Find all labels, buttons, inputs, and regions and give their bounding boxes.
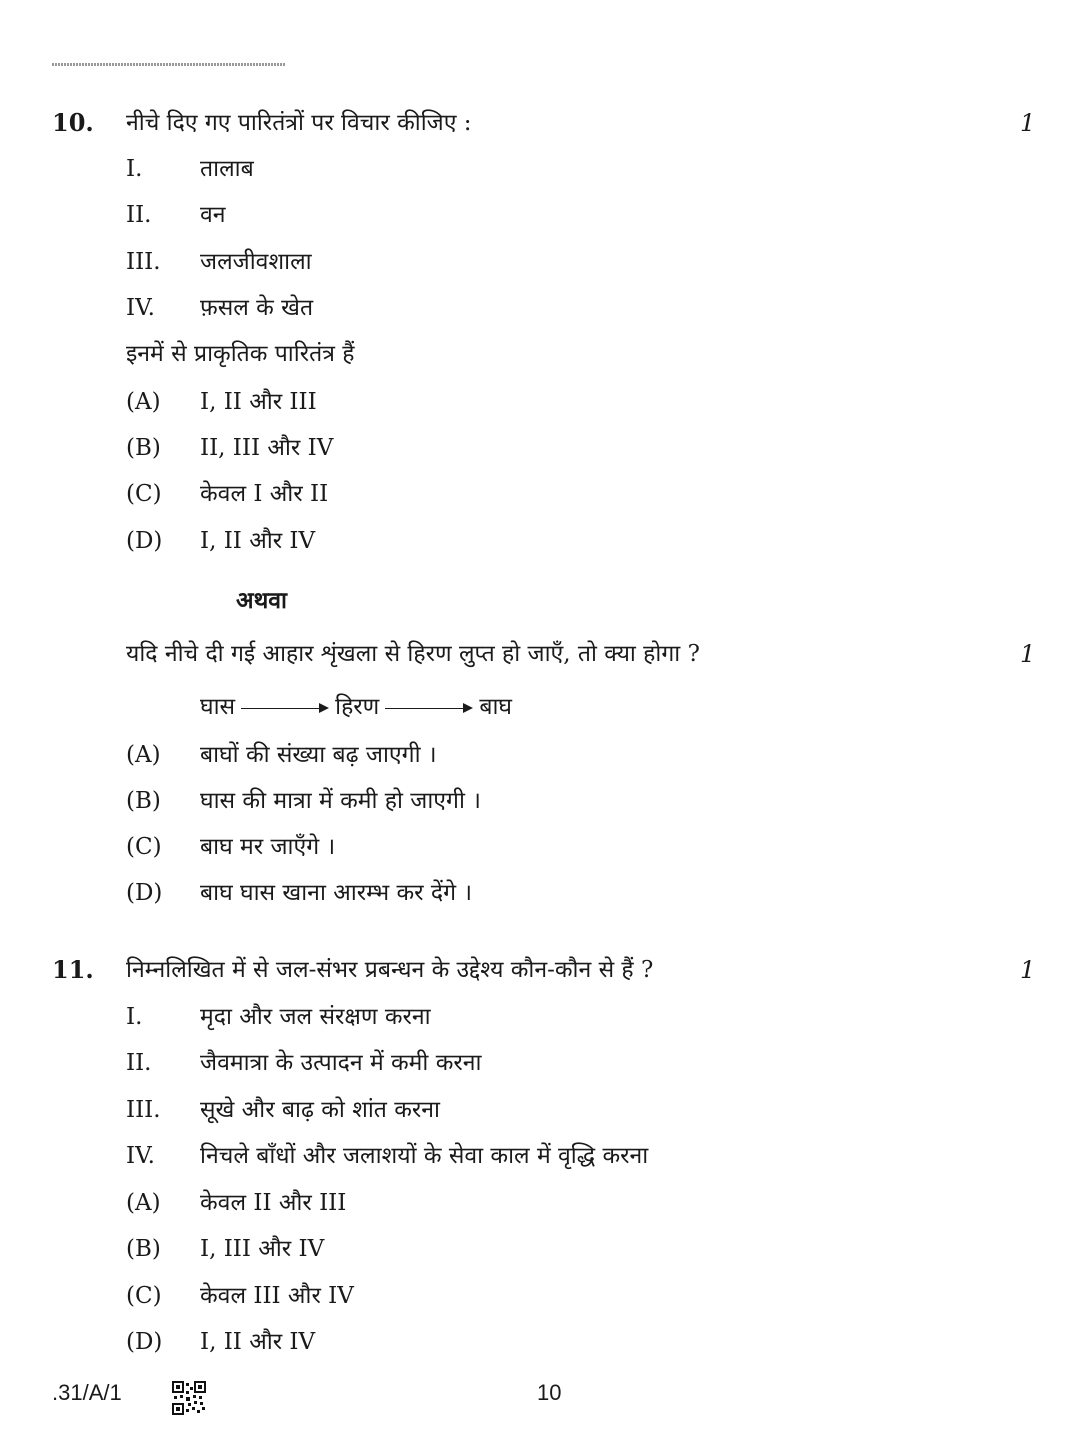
q11-item-label: III.	[126, 1097, 161, 1123]
q10-option-text: II, III और IV	[200, 435, 334, 461]
food-chain-grass: घास	[200, 694, 236, 720]
q10-alt-option-text: घास की मात्रा में कमी हो जाएगी ।	[200, 788, 481, 814]
q11-option-label: (B)	[126, 1236, 161, 1262]
q11-option-text: केवल II और III	[200, 1190, 347, 1216]
food-chain	[200, 692, 512, 723]
q11-item-text: मृदा और जल संरक्षण करना	[200, 1004, 431, 1030]
arrow-right-icon	[385, 693, 473, 723]
food-chain-tiger: बाघ	[479, 694, 513, 720]
or-label: अथवा	[236, 587, 288, 614]
q11-item-text: जैवमात्रा के उत्पादन में कमी करना	[200, 1050, 482, 1076]
q11-marks: 1	[1020, 956, 1036, 984]
q10-item-label: II.	[126, 202, 152, 228]
q10-prompt: इनमें से प्राकृतिक पारितंत्र हैं	[126, 341, 355, 367]
q11-stem: निम्नलिखित में से जल-संभर प्रबन्धन के उद्देश्य कौन-कौन से हैं ?	[126, 957, 654, 983]
q11-option-label: (D)	[126, 1329, 163, 1355]
q11-item-text: सूखे और बाढ़ को शांत करना	[200, 1097, 441, 1123]
q10-item-text: फ़सल के खेत	[200, 295, 314, 321]
q11-item-text: निचले बाँधों और जलाशयों के सेवा काल में वृद्धि करना	[200, 1143, 649, 1169]
q10-item-label: III.	[126, 249, 161, 275]
q10-alt-stem: यदि नीचे दी गई आहार शृंखला से हिरण लुप्त हो जाएँ, तो क्या होगा ?	[126, 641, 700, 667]
q10-alt-option-text: बाघ मर जाएँगे ।	[200, 834, 336, 860]
header-code-strip	[52, 63, 286, 66]
q11-option-text: I, III और IV	[200, 1236, 325, 1262]
q10-option-label: (A)	[126, 389, 161, 415]
q11-item-label: II.	[126, 1050, 152, 1076]
q10-alt-option-text: बाघ घास खाना आरम्भ कर देंगे ।	[200, 880, 473, 906]
q10-item-text: वन	[200, 202, 226, 228]
q10-item-text: तालाब	[200, 156, 254, 182]
q10-alt-marks: 1	[1020, 640, 1036, 668]
q11-option-label: (C)	[126, 1283, 162, 1309]
paper-code: .31/A/1	[52, 1380, 122, 1405]
q10-stem: नीचे दिए गए पारितंत्रों पर विचार कीजिए :	[126, 110, 472, 136]
q10-option-text: केवल I और II	[200, 481, 329, 507]
page-number: 10	[537, 1380, 562, 1405]
q11-item-label: I.	[126, 1004, 143, 1030]
q11-item-label: IV.	[126, 1143, 155, 1169]
q10-item-label: I.	[126, 156, 143, 182]
q10-number: 10.	[52, 108, 94, 137]
q10-alt-option-label: (B)	[126, 788, 161, 814]
q10-alt-option-label: (C)	[126, 834, 162, 860]
q10-option-label: (C)	[126, 481, 162, 507]
q11-option-label: (A)	[126, 1190, 161, 1216]
q10-marks: 1	[1020, 109, 1036, 137]
qr-code-icon	[172, 1381, 206, 1415]
q11-option-text: केवल III और IV	[200, 1283, 354, 1309]
q10-item-label: IV.	[126, 295, 155, 321]
arrow-right-icon	[241, 693, 329, 723]
q10-option-text: I, II और III	[200, 389, 317, 415]
food-chain-deer: हिरण	[335, 694, 380, 720]
q10-item-text: जलजीवशाला	[200, 249, 312, 275]
q10-alt-option-label: (A)	[126, 742, 161, 768]
q11-number: 11.	[52, 955, 94, 984]
q10-alt-option-text: बाघों की संख्या बढ़ जाएगी ।	[200, 742, 437, 768]
q11-option-text: I, II और IV	[200, 1329, 316, 1355]
q10-alt-option-label: (D)	[126, 880, 163, 906]
q10-option-text: I, II और IV	[200, 528, 316, 554]
q10-option-label: (B)	[126, 435, 161, 461]
q10-option-label: (D)	[126, 528, 163, 554]
